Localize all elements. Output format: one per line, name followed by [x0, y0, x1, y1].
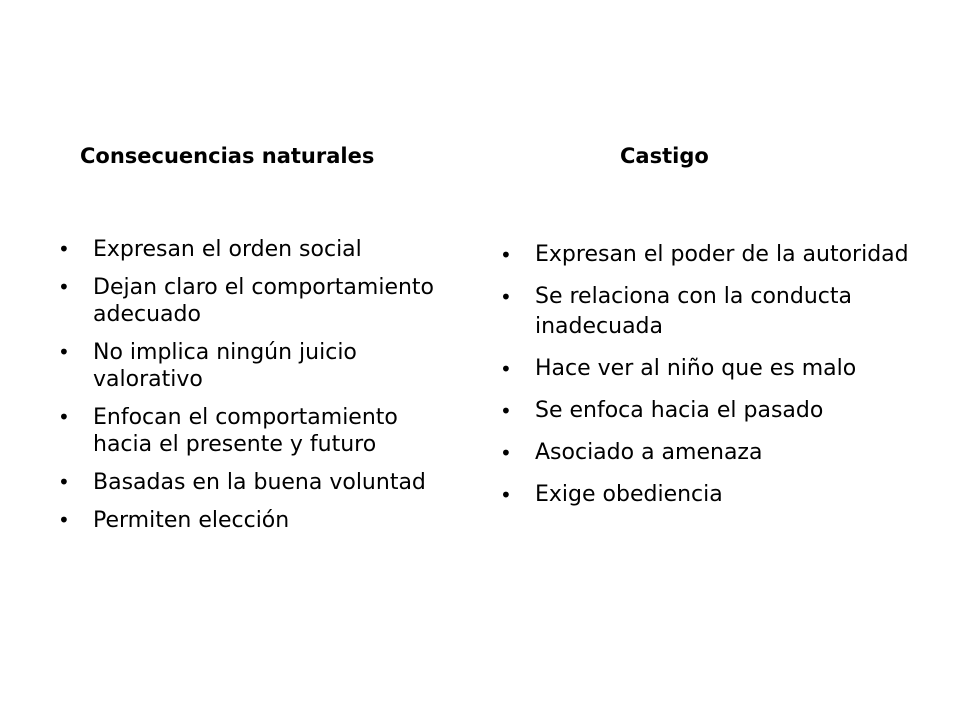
list-item-text: Dejan claro el comportamiento adecuado: [93, 275, 435, 327]
bullet-icon: •: [58, 237, 70, 261]
bullet-icon: •: [500, 285, 512, 309]
list-item: [58, 469, 458, 496]
list-item-text: Permiten elección: [93, 508, 290, 533]
left-column-heading: Consecuencias naturales: [80, 144, 375, 168]
list-item: [500, 282, 910, 342]
bullet-icon: •: [500, 441, 512, 465]
list-item-text: Hace ver al niño que es malo: [535, 356, 857, 381]
left-bullet-list: [58, 236, 458, 545]
list-item-text: Expresan el poder de la autoridad: [535, 242, 909, 267]
right-column-heading: Castigo: [620, 144, 709, 168]
right-bullet-list: [500, 240, 910, 522]
bullet-icon: •: [58, 275, 70, 299]
list-item: [500, 354, 910, 384]
list-item: [500, 240, 910, 270]
list-item-text: Se relaciona con la conducta inadecuada: [535, 284, 852, 339]
list-item-text: No implica ningún juicio valorativo: [93, 340, 357, 392]
list-item: [58, 404, 458, 458]
list-item: [500, 480, 910, 510]
list-item: [58, 274, 458, 328]
list-item: [500, 396, 910, 426]
list-item: [58, 339, 458, 393]
bullet-icon: •: [500, 357, 512, 381]
bullet-icon: •: [500, 399, 512, 423]
list-item-text: Se enfoca hacia el pasado: [535, 398, 824, 423]
bullet-icon: •: [500, 483, 512, 507]
bullet-icon: •: [500, 243, 512, 267]
list-item-text: Exige obediencia: [535, 482, 723, 507]
list-item-text: Expresan el orden social: [93, 237, 362, 262]
list-item-text: Enfocan el comportamiento hacia el presente y futuro: [93, 405, 398, 457]
list-item-text: Asociado a amenaza: [535, 440, 763, 465]
bullet-icon: •: [58, 340, 70, 364]
list-item: [58, 507, 458, 534]
bullet-icon: •: [58, 470, 70, 494]
list-item: [58, 236, 458, 263]
list-item-text: Basadas en la buena voluntad: [93, 470, 426, 495]
list-item: [500, 438, 910, 468]
bullet-icon: •: [58, 508, 70, 532]
bullet-icon: •: [58, 405, 70, 429]
